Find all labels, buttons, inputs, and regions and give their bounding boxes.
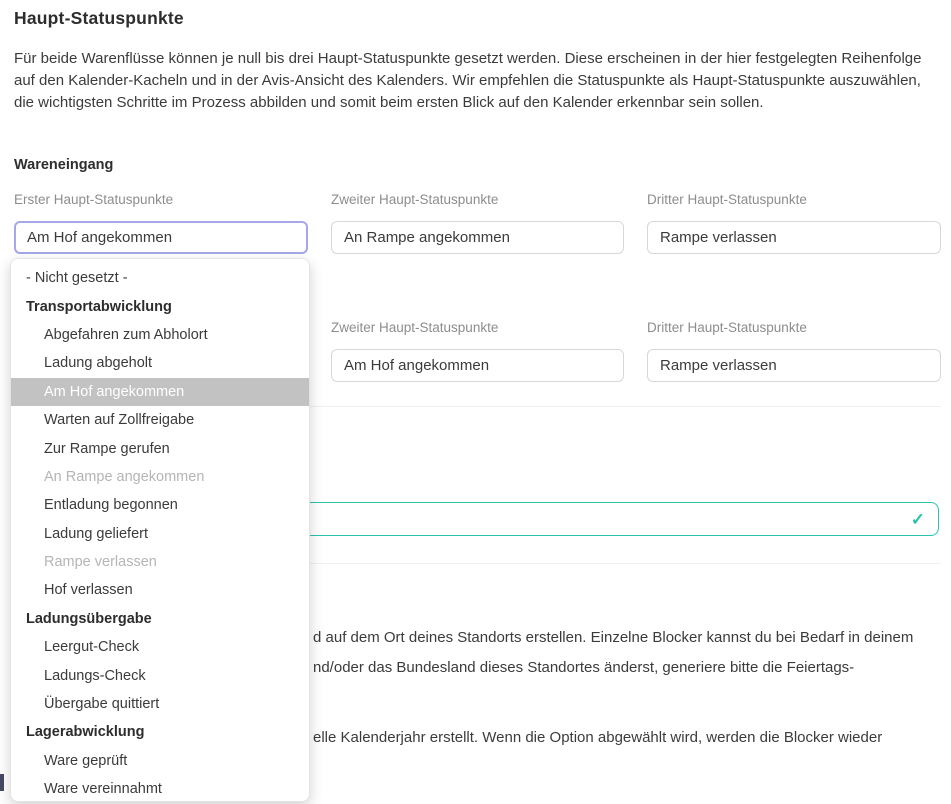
dropdown-group-label: Transportabwicklung	[26, 298, 172, 315]
dropdown-option[interactable]: Ware vereinnahmt	[44, 781, 162, 798]
dropdown-option[interactable]: Warten auf Zollfreigabe	[44, 412, 195, 429]
select-value: Am Hof angekommen	[27, 229, 173, 246]
select-zweiter-haupt-statuspunkt[interactable]	[331, 221, 624, 254]
dropdown-option[interactable]: Leergut-Check	[44, 639, 140, 656]
dropdown-option[interactable]: Ware geprüft	[44, 752, 128, 769]
dropdown-option: Rampe verlassen	[44, 554, 157, 571]
occluded-text-line: d auf dem Ort deines Standorts erstellen. Einzelne Blocker kannst du bei Bedarf in deinem	[313, 629, 914, 646]
field-zweiter-haupt-statuspunkt-2	[331, 319, 624, 382]
intro-text: Für beide Warenflüsse können je null bis drei Haupt-Statuspunkte gesetzt werden. Diese erscheinen in der hier festgelegten Reihenfolge auf den Kalender-Kacheln und in der Avis-Ansicht des Kalenders. Wir empfehlen die Statuspunkte als Haupt-Statuspunkte auszuwählen, die wichtigsten Schritte im Prozess abbilden und somit beim ersten Blick auf den Kalender erkennbar sein sollen.	[14, 50, 922, 111]
dropdown-group-label: Lagerabwicklung	[26, 724, 145, 741]
dropdown-group-label: Ladungsübergabe	[26, 610, 152, 627]
select-zweiter-haupt-statuspunkt-2[interactable]	[331, 349, 624, 382]
select-dritter-haupt-statuspunkt-2[interactable]	[647, 349, 941, 382]
field-label: Zweiter Haupt-Statuspunkte	[331, 320, 499, 335]
select-dritter-haupt-statuspunkt[interactable]	[647, 221, 941, 254]
select-value: Am Hof angekommen	[344, 357, 490, 374]
select-value: An Rampe angekommen	[344, 229, 510, 246]
clipped-element-edge	[0, 774, 4, 791]
field-label: Erster Haupt-Statuspunkte	[14, 192, 174, 207]
occluded-text-line: nd/oder das Bundesland dieses Standortes änderst, generiere bitte die Feiertags-	[313, 659, 855, 676]
dropdown-option[interactable]: Am Hof angekommen	[11, 378, 309, 406]
field-zweiter-haupt-statuspunkt	[331, 191, 624, 254]
dropdown-option[interactable]: Zur Rampe gerufen	[44, 440, 170, 457]
checkmark-icon: ✓	[910, 509, 925, 529]
dropdown-option[interactable]: Ladungs-Check	[44, 667, 146, 684]
select-value: Rampe verlassen	[660, 357, 777, 374]
field-erster-haupt-statuspunkt	[14, 191, 308, 254]
select-value: Rampe verlassen	[660, 229, 777, 246]
dropdown-option[interactable]: Ladung abgeholt	[44, 355, 153, 372]
dropdown-option: An Rampe angekommen	[44, 468, 205, 485]
occluded-text-line: elle Kalenderjahr erstellt. Wenn die Option abgewählt wird, werden die Blocker wieder	[313, 729, 883, 746]
field-label: Dritter Haupt-Statuspunkte	[647, 320, 807, 335]
dropdown-option[interactable]: Übergabe quittiert	[44, 696, 160, 713]
field-dritter-haupt-statuspunkt-2	[647, 319, 941, 382]
select-erster-haupt-statuspunkt[interactable]	[14, 221, 308, 254]
dropdown-option[interactable]: Ladung geliefert	[44, 525, 148, 542]
field-label: Dritter Haupt-Statuspunkte	[647, 192, 807, 207]
dropdown-option[interactable]: Hof verlassen	[44, 582, 133, 599]
dropdown-option[interactable]: - Nicht gesetzt -	[26, 270, 128, 287]
dropdown-option[interactable]: Abgefahren zum Abholort	[44, 326, 208, 343]
page-title: Haupt-Statuspunkte	[14, 8, 184, 28]
field-label: Zweiter Haupt-Statuspunkte	[331, 192, 499, 207]
section-heading-wareneingang: Wareneingang	[14, 157, 114, 173]
dropdown-option[interactable]: Entladung begonnen	[44, 497, 178, 514]
status-dropdown-list	[10, 258, 310, 802]
field-dritter-haupt-statuspunkt	[647, 191, 941, 254]
